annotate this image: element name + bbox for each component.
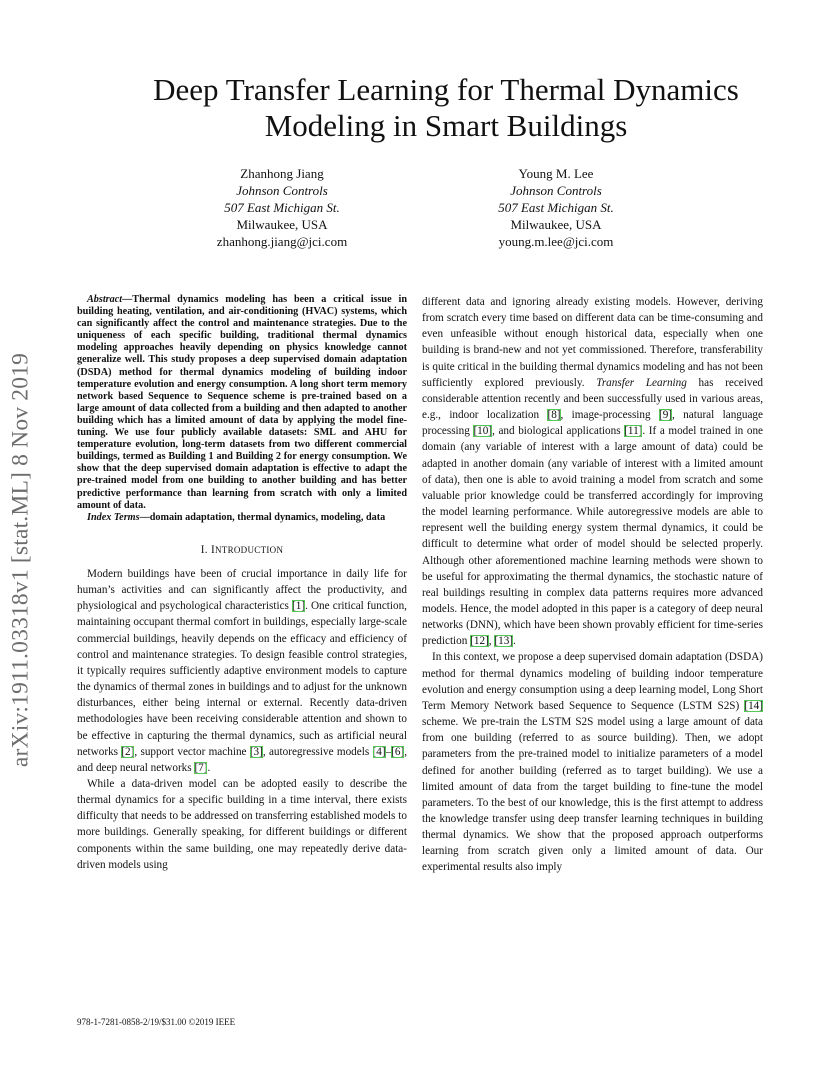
paper-title bbox=[64, 72, 828, 144]
section-heading bbox=[77, 542, 407, 558]
citation-link[interactable]: [1] bbox=[292, 600, 306, 613]
index-terms-label: Index Terms bbox=[87, 511, 140, 523]
citation-link[interactable]: [8] bbox=[547, 409, 561, 422]
author-affiliation: Johnson Controls bbox=[510, 183, 602, 198]
text-run: Modern buildings have been of crucial importance in daily life for human’s activities and can significantly affect the productivity, and physiological and psychological characteristics bbox=[77, 567, 407, 613]
left-column bbox=[77, 294, 407, 873]
section-title-rest: NTRODUCTION bbox=[214, 544, 284, 555]
arxiv-identifier: arXiv:1911.03318v1 [stat.ML] 8 Nov 2019 bbox=[7, 352, 34, 768]
author-city: Milwaukee, USA bbox=[236, 217, 328, 232]
citation-link[interactable]: [14] bbox=[744, 699, 763, 712]
author-address: 507 East Michigan St. bbox=[498, 200, 614, 215]
text-run: , and biological applications bbox=[492, 425, 625, 438]
intro-paragraph-2: While a data-driven model can be adopted easily to describe the thermal dynamics for a specific building in a time interval, there exists difficulty that needs to be addressed on transferring established models to more buildings. Generally speaking, for different buildings or different components within the same building, one may repeatedly derive data-driven models using bbox=[77, 777, 407, 871]
text-run: has received considerable attention recently and been successfully used in various areas, e.g., indoor localization bbox=[422, 376, 764, 422]
index-terms-text: —domain adaptation, thermal dynamics, modeling, data bbox=[139, 511, 386, 523]
citation-link[interactable]: [7] bbox=[194, 761, 208, 774]
right-paragraph-2 bbox=[422, 649, 763, 875]
abstract-label: Abstract bbox=[87, 294, 123, 305]
copyright-footer: 978-1-7281-0858-2/19/$31.00 ©2019 IEEE bbox=[77, 1017, 236, 1027]
text-run: scheme. We pre-train the LSTM S2S model using a large amount of data from one building (referred to as source building). Then, we adopt parameters from the pre-trained model to initialize parameters of a model defined for another building (referred as to target building). We use a limited amount of data from the target building to fine-tune the model parameters. To the best of our knowledge, this is the first attempt to address the knowledge transfer using deep transfer learning techniques in building thermal dynamics. We show that the proposed approach outperforms learning from scratch given only a limited amount of data. Our experimental results also imply bbox=[422, 716, 763, 874]
citation-link[interactable]: [13] bbox=[494, 635, 514, 648]
text-run: , autoregressive models bbox=[262, 745, 373, 758]
text-run: , natural language processing bbox=[422, 409, 763, 438]
text-run: . If a model trained in one domain (any variable of interest with a large amount of data) could be adapted in another domain (any variable of interest with a limited amount of data), then one is able to avoid training a model from scratch and some valuable prior knowledge could be transferred accordingly for improving the model learning performance. While autoregressive models are able to represent well the building energy system thermal dynamics, it could be difficult to determine what order of model should be selected properly. Although other aforementioned machine learning methods were shown to be useful for approximating the thermal dynamics, the stochastic nature of real buildings resulting in complex data patterns requires more advanced models. Hence, the model adopted in this paper is a category of deep neural networks (DNN), which have been shown provably efficient for time-series prediction bbox=[422, 425, 764, 648]
citation-link[interactable]: [2] bbox=[121, 745, 135, 758]
index-terms bbox=[77, 512, 407, 524]
author-block-1 bbox=[167, 165, 397, 250]
abstract bbox=[77, 294, 407, 512]
citation-link[interactable]: [6] bbox=[391, 745, 405, 758]
author-city: Milwaukee, USA bbox=[510, 217, 602, 232]
citation-link[interactable]: [12] bbox=[470, 635, 489, 648]
text-run: In this context, we propose a deep supervised domain adaptation (DSDA) method for thermal dynamics modeling of building indoor temperature evolution and energy consumption using a deep learning model, Long Short Term Memory Network based Sequence to Sequence (LSTM S2S) bbox=[422, 651, 763, 712]
author-name: Young M. Lee bbox=[518, 166, 594, 181]
section-title-first: I bbox=[210, 543, 215, 556]
author-email[interactable]: zhanhong.jiang@jci.com bbox=[216, 234, 348, 249]
intro-paragraph-1 bbox=[77, 566, 407, 776]
citation-link[interactable]: [11] bbox=[624, 425, 643, 438]
text-run: , image-processing bbox=[560, 409, 659, 422]
right-paragraph-1 bbox=[422, 294, 763, 649]
text-run: , bbox=[488, 635, 495, 648]
text-run: . One critical function, maintaining occupant thermal comfort in buildings, especially large-scale commercial buildings, heavily depends on the efficacy and efficiency of control and maintenance strategies. To design feasible control strategies, it typically requires sufficiently adaptive environment models to capture the dynamics of thermal zones in buildings and to adjust for the unknown disturbances, either being internal or external. Recently data-driven methodologies have been receiving considerable attention and shown to be effective in capturing the thermal dynamics, such as artificial neural networks bbox=[77, 600, 407, 758]
text-run: different data and ignoring already existing models. However, deriving from scratch every time based on different data can be time-consuming and even unfeasible without enough historical data, especially when one building is brand-new and not yet commissioned. Therefore, transferability is quite critical in the building thermal dynamics modeling and has not been sufficiently explored previously. bbox=[422, 296, 763, 389]
text-run: . bbox=[513, 635, 516, 648]
text-run: . bbox=[207, 761, 211, 774]
emphasis-text: Transfer Learning bbox=[596, 376, 687, 389]
author-address: 507 East Michigan St. bbox=[224, 200, 340, 215]
citation-link[interactable]: [10] bbox=[473, 425, 493, 438]
text-run: , support vector machine bbox=[134, 745, 250, 758]
text-run: , and deep neural networks bbox=[77, 745, 407, 774]
text-run: – bbox=[385, 745, 392, 758]
section-number: I. bbox=[200, 543, 208, 556]
abstract-text: —Thermal dynamics modeling has been a critical issue in building heating, ventilation, and air-conditioning (HVAC) systems, which can significantly affect the control and maintenance strategies. Due to the uniqueness of each specific building, traditional thermal dynamics modeling approaches heavily depending on physics knowledge cannot generalize well. This study proposes a deep supervised domain adaptation (DSDA) method for thermal dynamics modeling of building indoor temperature evolution and energy consumption. A long short term memory network based Sequence to Sequence scheme is pre-trained based on a large amount of data collected from a building and then adapted to another building which has a limited amount of data by applying the model fine-tuning. We use four publicly available datasets: SML and AHU for temperature evolution, long-term datasets from two different commercial buildings, termed as Building 1 and Building 2 for energy consumption. We show that the deep supervised domain adaptation is effective to adapt the pre-trained model from one building to another building and has better predictive performance than learning from scratch with only a limited amount of data. bbox=[77, 294, 407, 511]
author-affiliation: Johnson Controls bbox=[236, 183, 328, 198]
right-column bbox=[422, 294, 763, 876]
citation-link[interactable]: [4] bbox=[372, 745, 386, 758]
title-line-2: Modeling in Smart Buildings bbox=[264, 108, 628, 143]
title-line-1: Deep Transfer Learning for Thermal Dynamics bbox=[153, 72, 739, 107]
citation-link[interactable]: [9] bbox=[658, 409, 673, 422]
citation-link[interactable]: [3] bbox=[249, 745, 263, 758]
author-block-2 bbox=[441, 165, 671, 250]
author-email[interactable]: young.m.lee@jci.com bbox=[498, 234, 614, 249]
author-name: Zhanhong Jiang bbox=[240, 166, 324, 181]
